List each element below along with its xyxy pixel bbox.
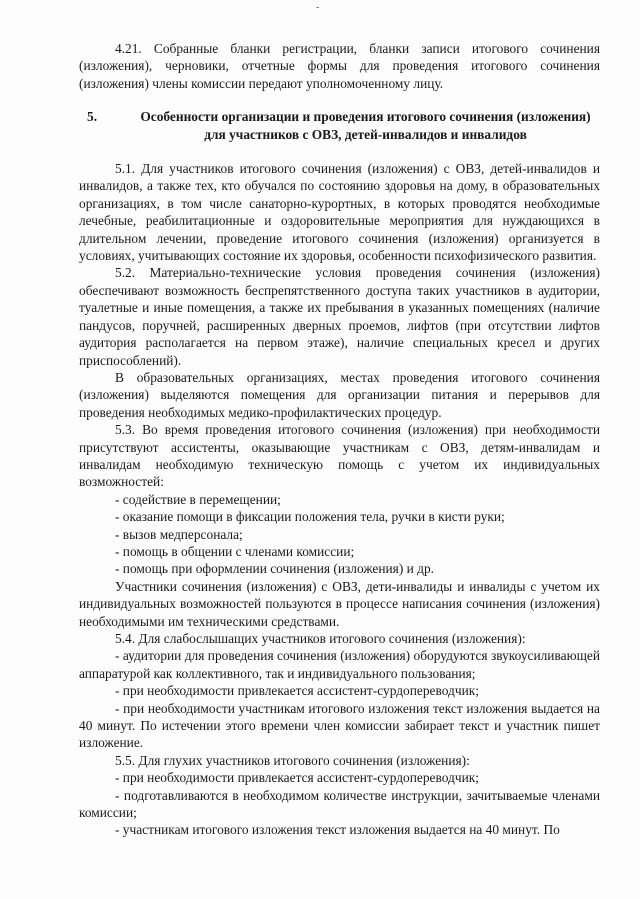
paragraph-4-21: 4.21. Собранные бланки регистрации, бланки записи итогового сочинения (изложения), черновики, отчетные формы для проведения итогового сочинения (изложения) члены комиссии передают уполномоченному лицу. <box>79 41 600 91</box>
paragraph-5-2-continued: В образовательных организациях, местах проведения итогового сочинения (изложения) выделяются помещения для организации питания и перерывов для проведения необходимых медико-профилактических процедур. <box>79 369 600 420</box>
paragraph-5-2: 5.2. Материально-технические условия проведения сочинения (изложения) обеспечивают возможность беспрепятственного доступа таких участников в аудитории, туалетные и иные помещения, а также их пребывания в указанных помещениях (наличие пандусов, поручней, расширенных дверных проемов, лифтов (при отсутствии лифтов аудитория располагается на первом этаже), наличие специальных кресел и других приспособлений). <box>79 265 600 368</box>
list-item: - при необходимости привлекается ассистент-сурдопереводчик; <box>115 683 479 699</box>
paragraph-5-1: 5.1. Для участников итогового сочинения (изложения) с ОВЗ, детей-инвалидов и инвалидов, а также тех, кто обучался по состоянию здоровья на дому, в образовательных организациях, в том числе санаторно-курортных, в которых проводятся необходимые лечебные, реабилитационные и оздоровительные мероприятия для нуждающихся в длительном лечении, проведение итогового сочинения (изложения) организуется в условиях, учитывающих состояние их здоровья, особенности психофизического развития. <box>79 161 600 264</box>
paragraph-5-3: 5.3. Во время проведения итогового сочинения (изложения) при необходимости присутствуют ассистенты, оказывающие участникам с ОВЗ, детям-инвалидам и инвалидам необходимую техническую помощь с учетом их индивидуальных возможностей: <box>79 422 600 490</box>
list-item: - при необходимости участникам итогового изложения текст изложения выдается на 40 минут. По истечении этого времени член комиссии забирает текст и участник пишет изложение. <box>79 700 600 751</box>
list-item: - участникам итогового изложения текст изложения выдается на 40 минут. По <box>115 822 560 838</box>
document-body <box>79 40 600 839</box>
list-item: - помощь при оформлении сочинения (изложения) и др. <box>115 561 435 577</box>
section-number: 5. <box>87 109 98 125</box>
list-item: - содействие в перемещении; <box>115 491 281 507</box>
paragraph-5-4: 5.4. Для слабослышащих участников итогового сочинения (изложения): <box>115 631 526 646</box>
list-item: - подготавливаются в необходимом количестве инструкции, зачитываемые членами комиссии; <box>79 787 600 821</box>
list-item: - оказание помощи в фиксации положения тела, ручки в кисти руки; <box>115 509 505 525</box>
list-item: - вызов медперсонала; <box>115 526 243 542</box>
section-title: Особенности организации и проведения итогового сочинения (изложения) для участников с ОВЗ, детей-инвалидов и инвалидов <box>140 109 591 142</box>
section-5-heading <box>79 108 600 143</box>
list-item: - помощь в общении с членами комиссии; <box>115 543 355 559</box>
paragraph-5-5: 5.5. Для глухих участников итогового сочинения (изложения): <box>115 752 470 768</box>
list-item: - аудитории для проведения сочинения (изложения) оборудуются звукоусиливающей аппаратурой как коллективного, так и индивидуального пользования; <box>79 648 600 681</box>
list-item: - при необходимости привлекается ассистент-сурдопереводчик; <box>115 770 479 786</box>
page-mark: - <box>316 2 320 13</box>
paragraph-5-3-continued: Участники сочинения (изложения) с ОВЗ, дети-инвалиды и инвалиды с учетом их индивидуальных возможностей пользуются в процессе написания сочинения (изложения) необходимыми им техническими средствами. <box>79 578 600 629</box>
